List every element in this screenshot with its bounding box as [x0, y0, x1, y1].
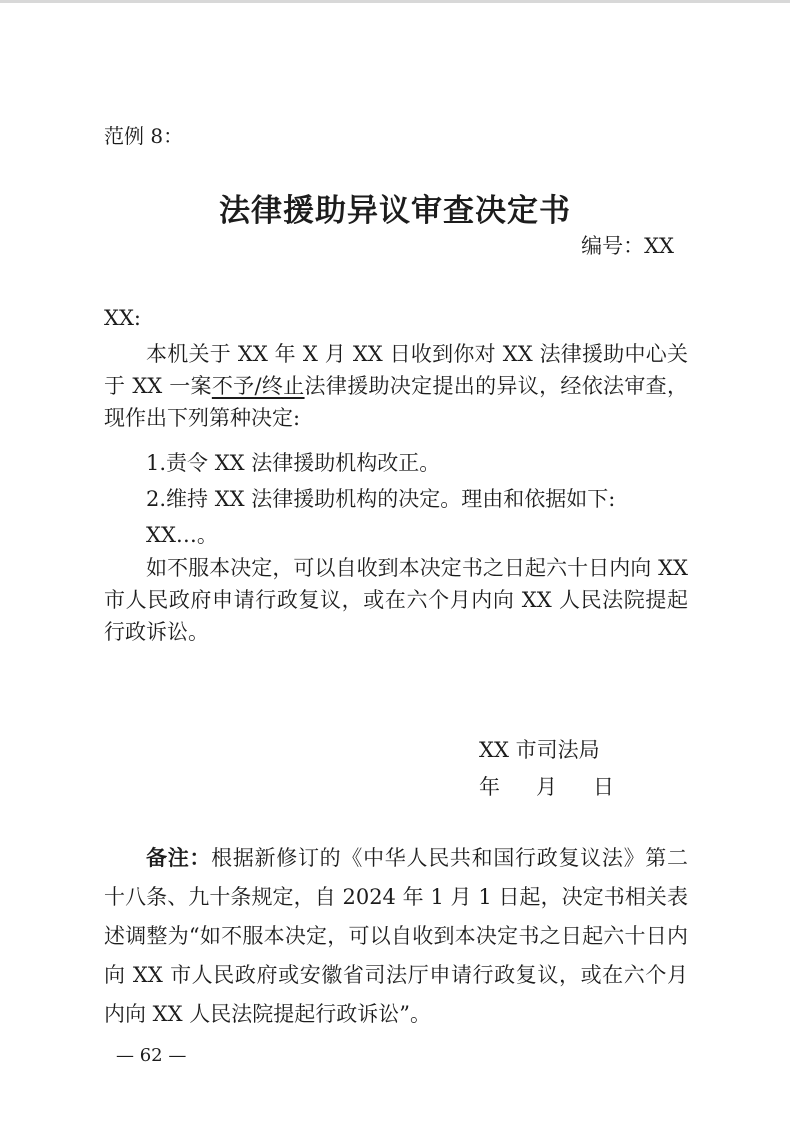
- date-year: 年: [479, 775, 500, 799]
- example-label: 范例 8：: [104, 124, 184, 148]
- paragraph-appeal: 如不服本决定，可以自收到本决定书之日起六十日内向 XX 市人民政府申请行政复议，或在六个月内向 XX 人民法院提起行政诉讼。: [104, 556, 688, 644]
- top-border: [0, 0, 790, 3]
- decision-item-1: 1.责令 XX 法律援助机构改正。: [146, 451, 441, 475]
- signature-date: [479, 771, 614, 801]
- paragraph-receipt-part-b: 法律援助决定提出的异议，经依法审查，现作出下列第种决定:: [104, 374, 688, 430]
- date-day: 日: [593, 775, 614, 799]
- paragraph-receipt-part-a: 本机关于 XX 年 X 月 XX 日收到你对 XX 法律援助中心关于 XX 一案: [104, 342, 688, 398]
- remark-label: 备注：: [146, 845, 212, 870]
- paragraph-receipt: [104, 338, 688, 434]
- addressee: XX:: [104, 306, 141, 330]
- page-number: — 62 —: [116, 1045, 187, 1066]
- paragraph-receipt-underlined: 不予/终止: [211, 374, 305, 398]
- remark-paragraph: [104, 838, 688, 1034]
- decision-item-2: 2.维持 XX 法律援助机构的决定。理由和依据如下:: [146, 487, 616, 511]
- remark-text: 根据新修订的《中华人民共和国行政复议法》第二十八条、九十条规定，自 2024 年 1 月 1 日起，决定书相关表述调整为“如不服本决定，可以自收到本决定书之日起六十日内向 XX 市人民政府或安徽省司法厅申请行政复议，或在六个月内向 XX 人民法院提起行政诉讼”。: [104, 846, 688, 1026]
- signature-organization: XX 市司法局: [479, 738, 600, 762]
- document-title: 法律援助异议审查决定书: [219, 193, 571, 229]
- document-number: 编号：XX: [581, 234, 674, 258]
- decision-reason: XX…。: [146, 523, 218, 547]
- date-month: 月: [536, 775, 557, 799]
